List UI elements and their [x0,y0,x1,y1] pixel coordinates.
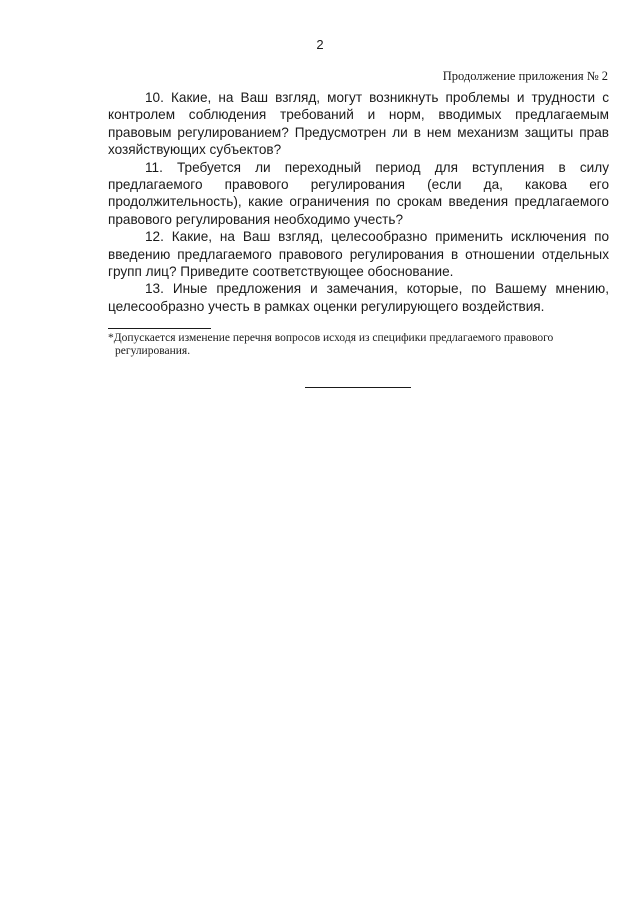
question-13: 13. Иные предложения и замечания, которые, по Вашему мнению, целесообразно учесть в рамках оценки регулирующего воздействия. [108,281,609,314]
appendix-continuation-header: Продолжение приложения № 2 [442,69,608,83]
question-12: 12. Какие, на Ваш взгляд, целесообразно применить исключения по введению предлагаемого правового регулирования в отношении отдельных групп лиц? Приведите соответствующее обоснование. [108,229,609,280]
page-number: 2 [316,37,324,52]
question-10: 10. Какие, на Ваш взгляд, могут возникнуть проблемы и трудности с контролем соблюдения требований и норм, вводимых предлагаемым правовым регулированием? Предусмотрен ли в нем механизм защиты прав хозяйствующих субъектов? [108,90,609,158]
question-11: 11. Требуется ли переходный период для вступления в силу предлагаемого правового регулирования (если да, какова его продолжительность), какие ограничения по срокам введения предлагаемого правового регулирования необходимо учесть? [108,159,609,227]
end-of-document-rule [305,387,411,388]
footnote-line-2: регулирования. [115,345,191,357]
questions-body [108,89,609,315]
footnote [108,332,611,358]
footnote-separator [108,328,211,329]
footnote-line-1: *Допускается изменение перечня вопросов исходя из специфики предлагаемого правового [108,332,554,344]
